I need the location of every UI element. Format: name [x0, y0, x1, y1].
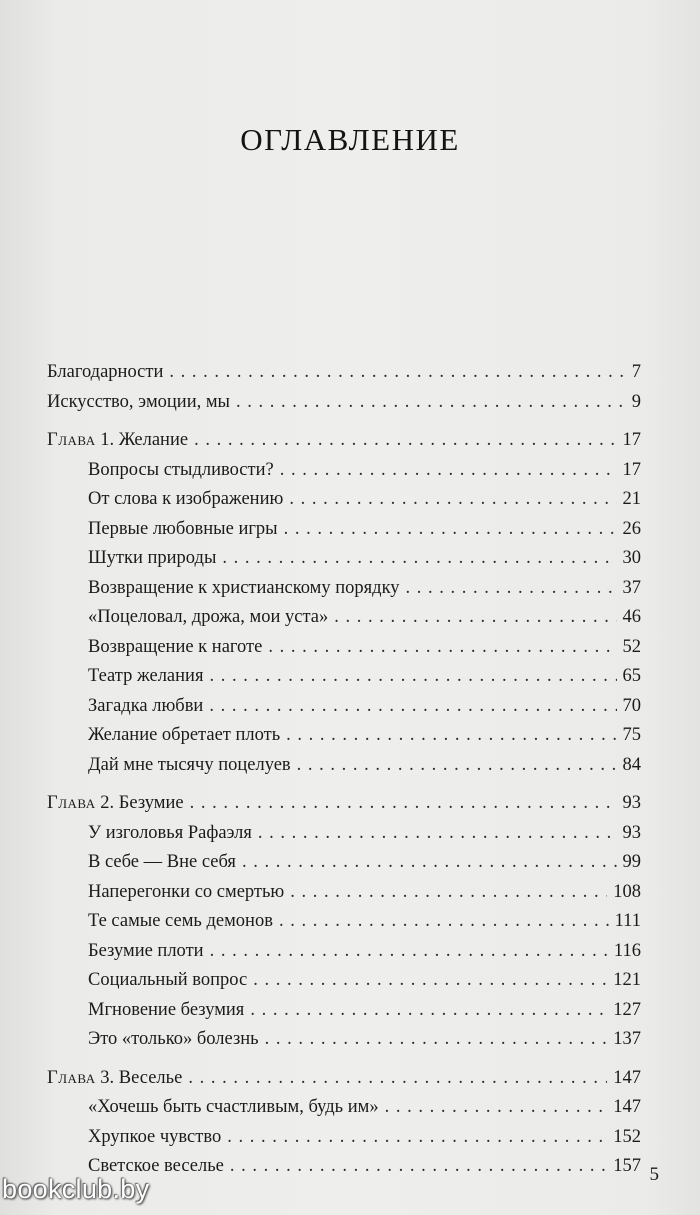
dot-leader	[236, 392, 626, 413]
toc-entry-label: Те самые семь демонов	[88, 911, 273, 931]
toc-page-number: 137	[613, 1029, 641, 1049]
toc-chapter-3	[47, 1068, 641, 1098]
toc-chapter-label	[47, 430, 188, 451]
dot-leader	[169, 362, 625, 383]
toc-page-number: 9	[631, 391, 641, 412]
toc-entry	[47, 1097, 641, 1127]
toc-chapter-label	[47, 793, 184, 814]
toc-page-number: 157	[613, 1156, 641, 1176]
dot-leader	[222, 548, 616, 569]
dot-leader	[279, 911, 609, 932]
dot-leader	[280, 460, 617, 481]
toc-entry-label: Вопросы стыдливости?	[88, 459, 274, 480]
toc-entry-label: Мгновение безумия	[88, 999, 245, 1020]
toc-page-number: 108	[613, 881, 641, 902]
toc-entry-label: Первые любовные игры	[88, 518, 278, 539]
chapter-title: 2. Безумие	[100, 793, 184, 813]
toc-page-number: 37	[622, 577, 641, 598]
dot-leader	[190, 793, 617, 814]
toc-entry-label: Благодарности	[47, 362, 164, 382]
toc-entry	[47, 696, 641, 726]
toc-chapter-label	[47, 1068, 182, 1089]
dot-leader	[290, 882, 607, 903]
toc-entry-label: Хрупкое чувство	[88, 1126, 222, 1147]
toc-entry	[47, 548, 641, 578]
toc-entry	[47, 637, 641, 667]
dot-leader	[194, 430, 616, 451]
toc-page-number: 26	[622, 518, 641, 539]
toc-entry-label: Шутки природы	[88, 548, 217, 568]
toc-page-number: 147	[613, 1067, 641, 1088]
toc-entry	[47, 725, 641, 755]
toc-entry	[47, 666, 641, 696]
toc-entry-label: Это «только» болезнь	[88, 1029, 259, 1049]
dot-leader	[334, 607, 616, 628]
dot-leader	[406, 578, 617, 599]
toc-entry	[47, 823, 641, 853]
dot-leader	[209, 666, 616, 687]
toc-entry-label: Безумие плоти	[88, 940, 204, 961]
toc-entry-label: У изголовья Рафаэля	[88, 822, 252, 843]
dot-leader	[188, 1068, 607, 1089]
chapter-prefix: Глава	[47, 430, 96, 450]
chapter-prefix: Глава	[47, 1067, 96, 1088]
toc-page-number: 147	[613, 1097, 641, 1117]
toc-entry	[47, 1000, 641, 1030]
toc-entry	[47, 911, 641, 941]
toc-page-number: 152	[613, 1126, 641, 1147]
toc-page-number: 30	[622, 548, 641, 568]
toc-page-number: 17	[622, 459, 641, 480]
dot-leader	[242, 852, 617, 873]
toc-entry-label: Социальный вопрос	[88, 970, 248, 990]
toc-page-number: 116	[613, 940, 641, 961]
toc-page-number: 93	[622, 793, 641, 813]
dot-leader	[284, 519, 617, 540]
dot-leader	[253, 970, 607, 991]
toc-entry	[47, 460, 641, 490]
chapter-title: 3. Веселье	[100, 1067, 183, 1088]
toc-entry	[47, 489, 641, 519]
toc-page-number: 17	[622, 430, 641, 450]
dot-leader	[385, 1097, 608, 1118]
dot-leader	[250, 1000, 607, 1021]
page-title: ОГЛАВЛЕНИЕ	[240, 122, 460, 157]
toc-chapter-2	[47, 793, 641, 823]
toc-entry	[47, 362, 641, 392]
toc-page-number: 65	[622, 666, 641, 686]
dot-leader	[230, 1156, 607, 1177]
toc-entry	[47, 578, 641, 608]
dot-leader	[227, 1127, 607, 1148]
dot-leader	[258, 823, 617, 844]
toc-entry-label: Дай мне тысячу поцелуев	[88, 754, 291, 775]
toc-entry-label: Загадка любви	[88, 695, 204, 716]
table-of-contents	[47, 362, 641, 1186]
toc-entry	[47, 1029, 641, 1059]
toc-entry-label: Искусство, эмоции, мы	[47, 391, 230, 412]
site-watermark: bookclub.by	[2, 1174, 150, 1204]
toc-page-number: 99	[622, 852, 641, 872]
toc-entry-label: Возвращение к христианскому порядку	[88, 577, 400, 598]
toc-page-number: 127	[613, 999, 641, 1020]
toc-page-number: 84	[622, 754, 641, 775]
toc-entry	[47, 852, 641, 882]
toc-entry-label: «Хочешь быть счастливым, будь им»	[88, 1097, 379, 1117]
toc-entry-label: Театр желания	[88, 666, 204, 686]
toc-entry	[47, 1127, 641, 1157]
toc-entry-label: Желание обретает плоть	[88, 725, 281, 745]
dot-leader	[210, 941, 608, 962]
chapter-prefix: Глава	[47, 793, 96, 813]
toc-entry	[47, 519, 641, 549]
toc-entry-label: От слова к изображению	[88, 489, 284, 509]
toc-entry	[47, 607, 641, 637]
dot-leader	[265, 1029, 608, 1050]
toc-entry-label: Возвращение к наготе	[88, 636, 263, 657]
toc-entry-label: Наперегонки со смертью	[88, 881, 285, 902]
toc-entry	[47, 882, 641, 912]
page-number: 5	[649, 1164, 659, 1185]
toc-page-number: 111	[614, 911, 641, 931]
toc-chapter-1	[47, 430, 641, 460]
toc-page-number: 93	[622, 822, 641, 843]
toc-entry-label: В себе — Вне себя	[88, 852, 236, 872]
dot-leader	[297, 755, 617, 776]
toc-entry	[47, 941, 641, 971]
dot-leader	[209, 696, 616, 717]
dot-leader	[289, 489, 616, 510]
toc-entry-label: «Поцеловал, дрожа, мои уста»	[88, 607, 329, 627]
toc-entry	[47, 970, 641, 1000]
dot-leader	[286, 725, 616, 746]
chapter-title: 1. Желание	[100, 430, 189, 450]
toc-page-number: 7	[631, 362, 641, 382]
dot-leader	[268, 637, 616, 658]
toc-page-number: 121	[613, 970, 641, 990]
toc-page-number: 52	[622, 636, 641, 657]
toc-page-number: 46	[622, 607, 641, 627]
toc-page-number: 75	[622, 725, 641, 745]
toc-entry	[47, 392, 641, 422]
toc-page-number: 21	[622, 489, 641, 509]
toc-page-number: 70	[622, 695, 641, 716]
toc-entry	[47, 755, 641, 785]
toc-entry-label: Светское веселье	[88, 1156, 224, 1176]
